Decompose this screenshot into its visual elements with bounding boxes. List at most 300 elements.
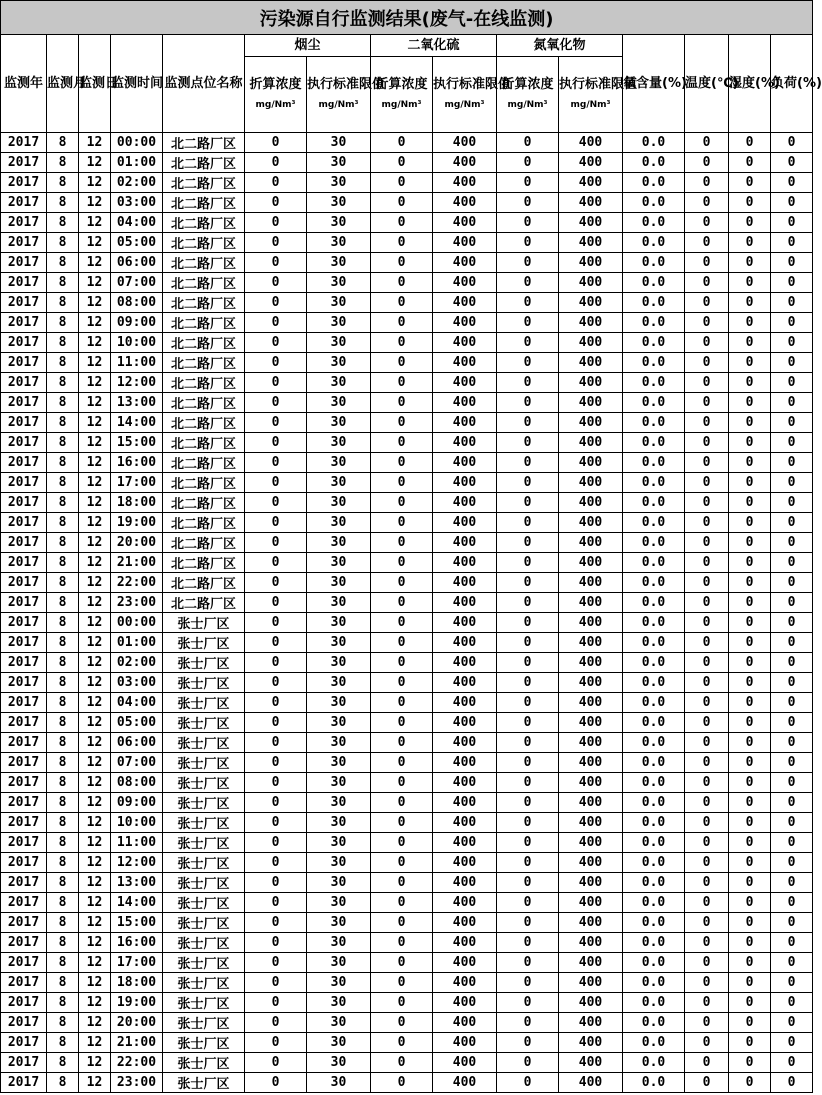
cell-nox-limit: 400 [559, 933, 623, 953]
cell-month: 8 [47, 733, 79, 753]
cell-load: 0 [771, 753, 813, 773]
cell-nox-limit: 400 [559, 413, 623, 433]
cell-dust-limit: 30 [307, 853, 371, 873]
cell-load: 0 [771, 333, 813, 353]
cell-nox-limit: 400 [559, 533, 623, 553]
cell-nox-conc: 0 [497, 273, 559, 293]
cell-so2-limit: 400 [433, 793, 497, 813]
cell-day: 12 [79, 1033, 111, 1053]
cell-site: 张士厂区 [163, 753, 245, 773]
cell-temperature: 0 [685, 1033, 729, 1053]
cell-nox-limit: 400 [559, 653, 623, 673]
cell-time: 17:00 [111, 473, 163, 493]
cell-temperature: 0 [685, 393, 729, 413]
cell-year: 2017 [1, 433, 47, 453]
header-nox-conc [497, 57, 559, 133]
cell-day: 12 [79, 753, 111, 773]
cell-so2-limit: 400 [433, 1073, 497, 1093]
cell-year: 2017 [1, 413, 47, 433]
cell-humidity: 0 [729, 313, 771, 333]
cell-nox-limit: 400 [559, 133, 623, 153]
cell-so2-conc: 0 [371, 353, 433, 373]
cell-so2-limit: 400 [433, 673, 497, 693]
cell-humidity: 0 [729, 473, 771, 493]
cell-nox-limit: 400 [559, 573, 623, 593]
cell-dust-conc: 0 [245, 373, 307, 393]
cell-nox-conc: 0 [497, 253, 559, 273]
cell-dust-limit: 30 [307, 273, 371, 293]
cell-year: 2017 [1, 933, 47, 953]
cell-dust-conc: 0 [245, 193, 307, 213]
cell-load: 0 [771, 673, 813, 693]
cell-temperature: 0 [685, 213, 729, 233]
cell-nox-limit: 400 [559, 753, 623, 773]
cell-so2-limit: 400 [433, 873, 497, 893]
cell-site: 张士厂区 [163, 713, 245, 733]
cell-month: 8 [47, 353, 79, 373]
cell-load: 0 [771, 1013, 813, 1033]
cell-so2-limit: 400 [433, 693, 497, 713]
cell-time: 01:00 [111, 633, 163, 653]
cell-month: 8 [47, 993, 79, 1013]
cell-day: 12 [79, 633, 111, 653]
header-conc-label: 折算浓度 [249, 76, 302, 92]
cell-year: 2017 [1, 573, 47, 593]
cell-humidity: 0 [729, 753, 771, 773]
table-row [1, 1013, 813, 1033]
cell-so2-conc: 0 [371, 373, 433, 393]
cell-nox-limit: 400 [559, 173, 623, 193]
cell-temperature: 0 [685, 613, 729, 633]
cell-so2-limit: 400 [433, 833, 497, 853]
cell-month: 8 [47, 933, 79, 953]
cell-dust-limit: 30 [307, 553, 371, 573]
cell-time: 12:00 [111, 373, 163, 393]
cell-dust-limit: 30 [307, 153, 371, 173]
cell-year: 2017 [1, 393, 47, 413]
cell-year: 2017 [1, 233, 47, 253]
cell-so2-conc: 0 [371, 953, 433, 973]
cell-oxygen: 0.0 [623, 933, 685, 953]
cell-oxygen: 0.0 [623, 333, 685, 353]
cell-temperature: 0 [685, 893, 729, 913]
cell-nox-limit: 400 [559, 373, 623, 393]
cell-dust-conc: 0 [245, 853, 307, 873]
cell-year: 2017 [1, 653, 47, 673]
cell-site: 张士厂区 [163, 673, 245, 693]
table-row [1, 933, 813, 953]
cell-load: 0 [771, 713, 813, 733]
cell-day: 12 [79, 673, 111, 693]
cell-temperature: 0 [685, 293, 729, 313]
cell-month: 8 [47, 673, 79, 693]
cell-dust-conc: 0 [245, 673, 307, 693]
cell-day: 12 [79, 313, 111, 333]
header-limit-label: 执行标准限值 [433, 76, 512, 92]
cell-day: 12 [79, 573, 111, 593]
cell-temperature: 0 [685, 793, 729, 813]
cell-so2-conc: 0 [371, 973, 433, 993]
cell-nox-limit: 400 [559, 673, 623, 693]
cell-site: 北二路厂区 [163, 153, 245, 173]
cell-nox-limit: 400 [559, 973, 623, 993]
cell-nox-conc: 0 [497, 493, 559, 513]
cell-day: 12 [79, 333, 111, 353]
table-row [1, 173, 813, 193]
cell-so2-conc: 0 [371, 693, 433, 713]
cell-load: 0 [771, 293, 813, 313]
header-unit: mg/Nm³ [570, 99, 611, 110]
cell-dust-limit: 30 [307, 573, 371, 593]
cell-year: 2017 [1, 1053, 47, 1073]
cell-so2-limit: 400 [433, 173, 497, 193]
cell-oxygen: 0.0 [623, 553, 685, 573]
cell-dust-conc: 0 [245, 693, 307, 713]
cell-nox-limit: 400 [559, 253, 623, 273]
cell-dust-conc: 0 [245, 833, 307, 853]
cell-load: 0 [771, 893, 813, 913]
cell-day: 12 [79, 713, 111, 733]
table-row [1, 633, 813, 653]
cell-humidity: 0 [729, 273, 771, 293]
cell-time: 00:00 [111, 133, 163, 153]
cell-year: 2017 [1, 673, 47, 693]
cell-so2-limit: 400 [433, 853, 497, 873]
cell-year: 2017 [1, 753, 47, 773]
cell-oxygen: 0.0 [623, 953, 685, 973]
cell-dust-limit: 30 [307, 1013, 371, 1033]
cell-nox-conc: 0 [497, 533, 559, 553]
table-row [1, 893, 813, 913]
cell-humidity: 0 [729, 213, 771, 233]
table-row [1, 373, 813, 393]
cell-dust-conc: 0 [245, 713, 307, 733]
cell-dust-limit: 30 [307, 693, 371, 713]
cell-site: 北二路厂区 [163, 493, 245, 513]
cell-month: 8 [47, 973, 79, 993]
cell-month: 8 [47, 413, 79, 433]
cell-nox-limit: 400 [559, 433, 623, 453]
cell-oxygen: 0.0 [623, 253, 685, 273]
cell-dust-conc: 0 [245, 453, 307, 473]
table-row [1, 953, 813, 973]
cell-day: 12 [79, 693, 111, 713]
cell-time: 12:00 [111, 853, 163, 873]
cell-year: 2017 [1, 913, 47, 933]
cell-so2-conc: 0 [371, 773, 433, 793]
header-oxygen: 氧含量(%) [623, 35, 685, 133]
cell-month: 8 [47, 293, 79, 313]
cell-year: 2017 [1, 733, 47, 753]
cell-nox-conc: 0 [497, 213, 559, 233]
cell-year: 2017 [1, 593, 47, 613]
cell-site: 北二路厂区 [163, 573, 245, 593]
header-month: 监测月 [47, 35, 79, 133]
cell-month: 8 [47, 813, 79, 833]
cell-day: 12 [79, 893, 111, 913]
cell-time: 02:00 [111, 173, 163, 193]
cell-temperature: 0 [685, 993, 729, 1013]
cell-nox-limit: 400 [559, 993, 623, 1013]
cell-dust-limit: 30 [307, 593, 371, 613]
cell-time: 01:00 [111, 153, 163, 173]
cell-so2-conc: 0 [371, 133, 433, 153]
cell-month: 8 [47, 513, 79, 533]
cell-day: 12 [79, 433, 111, 453]
cell-month: 8 [47, 333, 79, 353]
cell-site: 张士厂区 [163, 813, 245, 833]
cell-year: 2017 [1, 473, 47, 493]
cell-time: 09:00 [111, 793, 163, 813]
cell-nox-limit: 400 [559, 513, 623, 533]
cell-dust-conc: 0 [245, 253, 307, 273]
cell-so2-limit: 400 [433, 273, 497, 293]
cell-year: 2017 [1, 953, 47, 973]
table-row [1, 313, 813, 333]
header-conc-label: 折算浓度 [375, 76, 428, 92]
cell-oxygen: 0.0 [623, 813, 685, 833]
cell-time: 07:00 [111, 753, 163, 773]
cell-so2-limit: 400 [433, 993, 497, 1013]
cell-temperature: 0 [685, 413, 729, 433]
cell-load: 0 [771, 653, 813, 673]
cell-so2-conc: 0 [371, 293, 433, 313]
cell-month: 8 [47, 713, 79, 733]
cell-oxygen: 0.0 [623, 353, 685, 373]
cell-year: 2017 [1, 373, 47, 393]
cell-day: 12 [79, 593, 111, 613]
cell-oxygen: 0.0 [623, 273, 685, 293]
cell-so2-limit: 400 [433, 233, 497, 253]
cell-temperature: 0 [685, 473, 729, 493]
cell-dust-limit: 30 [307, 533, 371, 553]
cell-oxygen: 0.0 [623, 833, 685, 853]
cell-load: 0 [771, 733, 813, 753]
cell-time: 22:00 [111, 1053, 163, 1073]
cell-time: 02:00 [111, 653, 163, 673]
cell-day: 12 [79, 233, 111, 253]
cell-humidity: 0 [729, 713, 771, 733]
cell-load: 0 [771, 153, 813, 173]
cell-temperature: 0 [685, 553, 729, 573]
cell-load: 0 [771, 513, 813, 533]
cell-dust-conc: 0 [245, 773, 307, 793]
cell-time: 22:00 [111, 573, 163, 593]
cell-time: 21:00 [111, 553, 163, 573]
cell-site: 北二路厂区 [163, 353, 245, 373]
cell-load: 0 [771, 1073, 813, 1093]
cell-dust-conc: 0 [245, 133, 307, 153]
cell-nox-limit: 400 [559, 1013, 623, 1033]
cell-load: 0 [771, 173, 813, 193]
header-limit-label: 执行标准限值 [559, 76, 638, 92]
cell-oxygen: 0.0 [623, 873, 685, 893]
cell-dust-conc: 0 [245, 293, 307, 313]
cell-so2-limit: 400 [433, 453, 497, 473]
cell-dust-limit: 30 [307, 713, 371, 733]
cell-humidity: 0 [729, 573, 771, 593]
table-row [1, 433, 813, 453]
cell-load: 0 [771, 693, 813, 713]
cell-nox-conc: 0 [497, 773, 559, 793]
cell-month: 8 [47, 753, 79, 773]
cell-day: 12 [79, 813, 111, 833]
cell-day: 12 [79, 953, 111, 973]
cell-so2-limit: 400 [433, 1013, 497, 1033]
cell-day: 12 [79, 133, 111, 153]
cell-humidity: 0 [729, 693, 771, 713]
table-body [1, 133, 813, 1093]
cell-site: 张士厂区 [163, 773, 245, 793]
cell-nox-conc: 0 [497, 373, 559, 393]
cell-time: 08:00 [111, 293, 163, 313]
cell-nox-limit: 400 [559, 313, 623, 333]
cell-dust-limit: 30 [307, 373, 371, 393]
cell-year: 2017 [1, 973, 47, 993]
cell-day: 12 [79, 973, 111, 993]
cell-oxygen: 0.0 [623, 373, 685, 393]
cell-day: 12 [79, 493, 111, 513]
cell-humidity: 0 [729, 793, 771, 813]
cell-time: 09:00 [111, 313, 163, 333]
table-row [1, 1073, 813, 1093]
cell-nox-conc: 0 [497, 553, 559, 573]
cell-nox-limit: 400 [559, 473, 623, 493]
header-so2-conc [371, 57, 433, 133]
cell-nox-conc: 0 [497, 813, 559, 833]
cell-load: 0 [771, 433, 813, 453]
table-row [1, 193, 813, 213]
cell-so2-limit: 400 [433, 473, 497, 493]
cell-oxygen: 0.0 [623, 593, 685, 613]
cell-time: 10:00 [111, 333, 163, 353]
cell-dust-conc: 0 [245, 813, 307, 833]
cell-day: 12 [79, 733, 111, 753]
cell-month: 8 [47, 493, 79, 513]
cell-dust-limit: 30 [307, 633, 371, 653]
cell-year: 2017 [1, 493, 47, 513]
cell-nox-conc: 0 [497, 613, 559, 633]
cell-time: 21:00 [111, 1033, 163, 1053]
cell-time: 13:00 [111, 393, 163, 413]
cell-nox-conc: 0 [497, 933, 559, 953]
cell-load: 0 [771, 953, 813, 973]
cell-nox-limit: 400 [559, 333, 623, 353]
cell-dust-limit: 30 [307, 893, 371, 913]
header-year: 监测年 [1, 35, 47, 133]
table-row [1, 133, 813, 153]
cell-dust-limit: 30 [307, 753, 371, 773]
cell-humidity: 0 [729, 933, 771, 953]
cell-nox-limit: 400 [559, 393, 623, 413]
table-row [1, 753, 813, 773]
cell-oxygen: 0.0 [623, 173, 685, 193]
cell-temperature: 0 [685, 693, 729, 713]
cell-temperature: 0 [685, 973, 729, 993]
cell-temperature: 0 [685, 353, 729, 373]
cell-time: 16:00 [111, 933, 163, 953]
cell-load: 0 [771, 493, 813, 513]
cell-day: 12 [79, 413, 111, 433]
cell-temperature: 0 [685, 153, 729, 173]
cell-site: 张士厂区 [163, 733, 245, 753]
cell-year: 2017 [1, 553, 47, 573]
cell-dust-conc: 0 [245, 653, 307, 673]
cell-site: 张士厂区 [163, 633, 245, 653]
cell-so2-conc: 0 [371, 1053, 433, 1073]
cell-site: 张士厂区 [163, 613, 245, 633]
table-row [1, 453, 813, 473]
header-limit-label: 执行标准限值 [307, 76, 386, 92]
cell-oxygen: 0.0 [623, 393, 685, 413]
cell-dust-conc: 0 [245, 473, 307, 493]
cell-oxygen: 0.0 [623, 573, 685, 593]
cell-dust-limit: 30 [307, 133, 371, 153]
table-row [1, 773, 813, 793]
cell-so2-limit: 400 [433, 413, 497, 433]
cell-so2-limit: 400 [433, 193, 497, 213]
cell-day: 12 [79, 513, 111, 533]
cell-so2-conc: 0 [371, 793, 433, 813]
cell-nox-conc: 0 [497, 593, 559, 613]
cell-humidity: 0 [729, 873, 771, 893]
cell-day: 12 [79, 993, 111, 1013]
cell-month: 8 [47, 313, 79, 333]
cell-nox-limit: 400 [559, 833, 623, 853]
cell-dust-conc: 0 [245, 233, 307, 253]
cell-so2-conc: 0 [371, 173, 433, 193]
cell-so2-conc: 0 [371, 153, 433, 173]
cell-day: 12 [79, 213, 111, 233]
cell-so2-conc: 0 [371, 253, 433, 273]
cell-so2-conc: 0 [371, 333, 433, 353]
cell-humidity: 0 [729, 153, 771, 173]
cell-day: 12 [79, 173, 111, 193]
cell-so2-conc: 0 [371, 213, 433, 233]
header-unit: mg/Nm³ [444, 99, 485, 110]
cell-temperature: 0 [685, 773, 729, 793]
cell-oxygen: 0.0 [623, 433, 685, 453]
cell-site: 北二路厂区 [163, 393, 245, 413]
cell-humidity: 0 [729, 613, 771, 633]
cell-so2-conc: 0 [371, 593, 433, 613]
cell-dust-conc: 0 [245, 173, 307, 193]
table-row [1, 1033, 813, 1053]
cell-temperature: 0 [685, 873, 729, 893]
cell-temperature: 0 [685, 333, 729, 353]
table-row [1, 993, 813, 1013]
cell-oxygen: 0.0 [623, 753, 685, 773]
cell-load: 0 [771, 473, 813, 493]
cell-nox-conc: 0 [497, 653, 559, 673]
cell-load: 0 [771, 393, 813, 413]
cell-month: 8 [47, 533, 79, 553]
cell-oxygen: 0.0 [623, 213, 685, 233]
cell-humidity: 0 [729, 133, 771, 153]
cell-humidity: 0 [729, 193, 771, 213]
cell-humidity: 0 [729, 453, 771, 473]
cell-dust-limit: 30 [307, 353, 371, 373]
table-row [1, 713, 813, 733]
cell-dust-limit: 30 [307, 173, 371, 193]
cell-year: 2017 [1, 713, 47, 733]
cell-oxygen: 0.0 [623, 673, 685, 693]
cell-dust-limit: 30 [307, 453, 371, 473]
cell-oxygen: 0.0 [623, 633, 685, 653]
cell-oxygen: 0.0 [623, 773, 685, 793]
cell-site: 北二路厂区 [163, 433, 245, 453]
cell-oxygen: 0.0 [623, 733, 685, 753]
